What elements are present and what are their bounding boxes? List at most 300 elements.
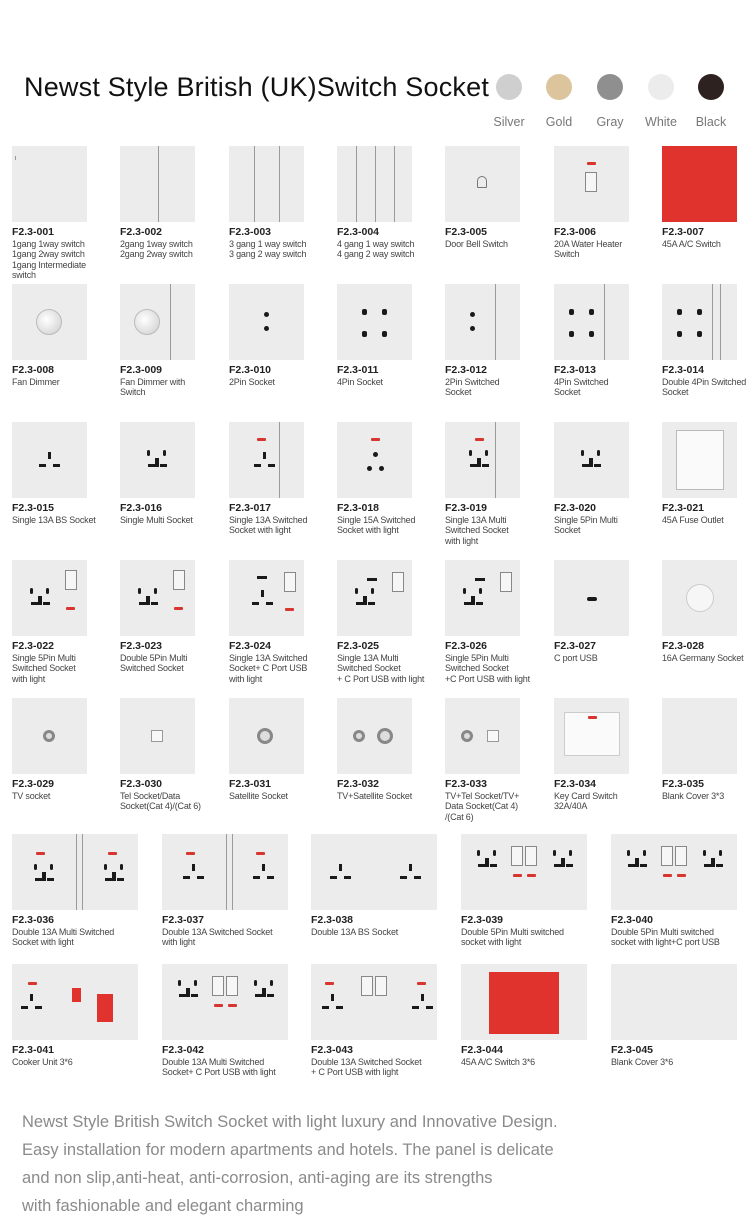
- product-item[interactable]: [337, 698, 445, 801]
- product-item[interactable]: [445, 422, 553, 546]
- rocker-switch: [511, 846, 523, 866]
- pin: [39, 464, 46, 467]
- product-description: 20A Water Heater Switch: [554, 239, 623, 260]
- product-image: [445, 146, 520, 222]
- indicator-light: [228, 1004, 237, 1007]
- pin: [703, 850, 706, 856]
- pin: [42, 872, 46, 881]
- product-image: [662, 698, 737, 774]
- product-description: Key Card Switch 32A/40A: [554, 791, 618, 812]
- product-code: F2.3-033: [445, 778, 488, 790]
- pin: [252, 602, 259, 605]
- red-panel: [662, 146, 737, 222]
- pin: [382, 309, 387, 315]
- product-code: F2.3-001: [12, 226, 55, 238]
- indicator-light: [475, 438, 484, 441]
- product-description: Double 5Pin Multi Switched Socket: [120, 653, 188, 674]
- product-code: F2.3-023: [120, 640, 163, 652]
- gang-divider: [712, 284, 713, 360]
- pin: [53, 464, 60, 467]
- product-image: [445, 284, 520, 360]
- indicator-light: [108, 852, 117, 855]
- pin: [493, 850, 496, 856]
- product-code: F2.3-006: [554, 226, 597, 238]
- pin: [264, 326, 269, 331]
- pin: [191, 994, 198, 997]
- pin: [478, 864, 485, 867]
- pin: [261, 590, 264, 597]
- pin: [589, 458, 593, 467]
- pin: [104, 864, 107, 870]
- product-code: F2.3-011: [337, 364, 379, 376]
- product-item[interactable]: [12, 698, 120, 801]
- color-swatch-gray[interactable]: [597, 74, 623, 100]
- product-item[interactable]: [554, 698, 662, 812]
- pin: [471, 596, 475, 605]
- product-item[interactable]: [554, 146, 662, 260]
- pin: [255, 994, 262, 997]
- product-description: 4 gang 1 way switch 4 gang 2 way switch: [337, 239, 415, 260]
- product-description: Single 13A Multi Switched Socket + C Port USB with light: [337, 653, 425, 684]
- product-item[interactable]: [229, 146, 337, 260]
- product-code: F2.3-039: [461, 914, 504, 926]
- product-image: [229, 560, 304, 636]
- product-item[interactable]: [461, 834, 611, 948]
- product-description: 45A A/C Switch 3*6: [461, 1057, 535, 1067]
- rocker-switch: [525, 846, 537, 866]
- product-image: [337, 422, 412, 498]
- usb-port: [587, 597, 597, 601]
- product-item[interactable]: [120, 422, 228, 525]
- product-item[interactable]: [311, 964, 461, 1078]
- product-item[interactable]: [445, 146, 553, 249]
- pin: [589, 331, 594, 337]
- product-item[interactable]: [662, 422, 750, 525]
- pin: [336, 1006, 343, 1009]
- indicator-light: [256, 852, 265, 855]
- pin: [268, 464, 275, 467]
- pin: [155, 458, 159, 467]
- pin: [582, 464, 589, 467]
- product-image: [120, 698, 195, 774]
- product-code: F2.3-037: [162, 914, 205, 926]
- product-code: F2.3-026: [445, 640, 488, 652]
- product-image: [554, 284, 629, 360]
- product-description: Single 13A Switched Socket with light: [229, 515, 308, 536]
- product-item[interactable]: [229, 422, 337, 536]
- product-item[interactable]: [662, 284, 750, 398]
- pin: [146, 596, 150, 605]
- pin: [46, 588, 49, 594]
- pin: [160, 464, 167, 467]
- color-swatch-white[interactable]: [648, 74, 674, 100]
- pin: [464, 602, 471, 605]
- product-image: [12, 422, 87, 498]
- product-image: [120, 422, 195, 498]
- data-port: [151, 730, 163, 742]
- product-image: [554, 422, 629, 498]
- usb-port: [367, 578, 377, 581]
- led: [15, 156, 16, 160]
- product-item[interactable]: [12, 560, 120, 684]
- product-description: 3 gang 1 way switch 3 gang 2 way switch: [229, 239, 307, 260]
- indicator-light: [28, 982, 37, 985]
- usb-port: [475, 578, 485, 581]
- pin: [356, 602, 363, 605]
- gang-divider: [254, 146, 255, 222]
- description-text: Newst Style British Switch Socket with light luxury and Innovative Design. Easy installation for modern apartments and hotels. The panel is delicate and non slip,anti-heat, anti-corrosion, anti-aging are its strengths with fashionable and elegant charming: [22, 1113, 558, 1215]
- color-label: Black: [695, 115, 727, 129]
- product-item[interactable]: [554, 560, 662, 663]
- pin: [194, 980, 197, 986]
- pin: [581, 450, 584, 456]
- product-image: [12, 698, 87, 774]
- pin: [400, 876, 407, 879]
- product-code: F2.3-005: [445, 226, 488, 238]
- product-item[interactable]: [445, 698, 553, 822]
- pin: [35, 1006, 42, 1009]
- pin: [561, 858, 565, 867]
- pin: [470, 326, 475, 331]
- product-code: F2.3-034: [554, 778, 597, 790]
- pin: [716, 864, 723, 867]
- pin: [463, 588, 466, 594]
- product-code: F2.3-002: [120, 226, 163, 238]
- product-item[interactable]: [12, 146, 120, 281]
- pin: [594, 464, 601, 467]
- pin: [38, 596, 42, 605]
- product-item[interactable]: [12, 964, 162, 1067]
- pin: [30, 588, 33, 594]
- product-item[interactable]: [554, 422, 662, 536]
- product-item[interactable]: [12, 422, 120, 525]
- pin: [339, 864, 342, 871]
- product-image: [311, 964, 437, 1040]
- product-description: Blank Cover 3*6: [611, 1057, 674, 1067]
- product-code: F2.3-043: [311, 1044, 354, 1056]
- product-image: [337, 698, 412, 774]
- product-description: 45A Fuse Outlet: [662, 515, 724, 525]
- product-code: F2.3-022: [12, 640, 55, 652]
- product-code: F2.3-044: [461, 1044, 504, 1056]
- gang-divider: [170, 284, 171, 360]
- product-item[interactable]: [337, 422, 445, 536]
- pin: [330, 876, 337, 879]
- product-description: C port USB: [554, 653, 598, 663]
- product-image: [554, 146, 629, 222]
- product-item[interactable]: [662, 560, 750, 663]
- indicator-light: [513, 874, 522, 877]
- product-item[interactable]: [662, 698, 750, 801]
- product-description: Blank Cover 3*3: [662, 791, 725, 801]
- gang-divider: [604, 284, 605, 360]
- product-item[interactable]: [337, 284, 445, 387]
- indicator-light: [285, 608, 294, 611]
- pin: [490, 864, 497, 867]
- rocker-switch: [212, 976, 224, 996]
- rocker-switch: [226, 976, 238, 996]
- product-code: F2.3-045: [611, 1044, 654, 1056]
- product-image: [662, 146, 737, 222]
- product-item[interactable]: [162, 834, 312, 948]
- pin: [477, 458, 481, 467]
- product-image: [337, 146, 412, 222]
- pin: [147, 450, 150, 456]
- product-item[interactable]: [120, 560, 228, 674]
- product-item[interactable]: [445, 560, 553, 684]
- product-description: Single 13A BS Socket: [12, 515, 96, 525]
- pin: [35, 878, 42, 881]
- product-code: F2.3-027: [554, 640, 597, 652]
- product-image: [120, 146, 195, 222]
- product-image: [311, 834, 437, 910]
- pin: [628, 864, 635, 867]
- pin: [640, 864, 647, 867]
- product-item[interactable]: [162, 964, 312, 1078]
- product-code: F2.3-030: [120, 778, 163, 790]
- product-image: [229, 698, 304, 774]
- pin: [485, 858, 489, 867]
- product-item[interactable]: [611, 964, 750, 1067]
- product-description: Double 13A Switched Socket + C Port USB with light: [311, 1057, 422, 1078]
- indicator-light: [663, 874, 672, 877]
- product-item[interactable]: [611, 834, 750, 948]
- pin: [266, 602, 273, 605]
- dimmer-knob: [134, 309, 160, 335]
- pin: [371, 588, 374, 594]
- pin: [197, 876, 204, 879]
- product-code: F2.3-009: [120, 364, 163, 376]
- product-code: F2.3-004: [337, 226, 380, 238]
- gang-divider: [279, 422, 280, 498]
- pin: [43, 602, 50, 605]
- color-label: White: [645, 115, 677, 129]
- product-image: [461, 964, 587, 1040]
- pin: [192, 864, 195, 871]
- product-description: 2Pin Switched Socket: [445, 377, 500, 398]
- rocker-switch: [675, 846, 687, 866]
- pin: [31, 602, 38, 605]
- indicator-light: [257, 438, 266, 441]
- product-image: [12, 146, 87, 222]
- color-swatch-gold[interactable]: [546, 74, 572, 100]
- product-code: F2.3-028: [662, 640, 705, 652]
- product-item[interactable]: [120, 284, 228, 398]
- product-description: Double 13A Multi Switched Socket with light: [12, 927, 115, 948]
- satellite-port: [377, 728, 393, 744]
- rocker-switch: [500, 572, 512, 592]
- data-port: [487, 730, 499, 742]
- product-item[interactable]: [337, 146, 445, 260]
- product-code: F2.3-029: [12, 778, 55, 790]
- pin: [179, 994, 186, 997]
- product-code: F2.3-025: [337, 640, 380, 652]
- pin: [253, 876, 260, 879]
- pin: [138, 588, 141, 594]
- pin: [367, 466, 372, 471]
- pin: [382, 331, 387, 337]
- satellite-port: [257, 728, 273, 744]
- product-description: 1gang 1way switch 1gang 2way switch 1gang Intermediate switch: [12, 239, 86, 281]
- pin: [373, 452, 378, 457]
- product-image: [461, 834, 587, 910]
- pin: [711, 858, 715, 867]
- rocker-switch: [65, 570, 77, 590]
- pin: [34, 864, 37, 870]
- usb-port: [257, 576, 267, 579]
- pin: [331, 994, 334, 1001]
- product-item[interactable]: [229, 560, 337, 684]
- product-description: Double 13A Switched Socket with light: [162, 927, 273, 948]
- product-code: F2.3-007: [662, 226, 705, 238]
- bell-icon: [477, 176, 487, 188]
- dimmer-knob: [36, 309, 62, 335]
- pin: [50, 864, 53, 870]
- pin: [485, 450, 488, 456]
- pin: [627, 850, 630, 856]
- product-image: [445, 560, 520, 636]
- pin: [48, 452, 51, 459]
- gang-divider: [375, 146, 376, 222]
- product-image: [611, 834, 737, 910]
- product-code: F2.3-008: [12, 364, 55, 376]
- product-item[interactable]: [120, 698, 228, 812]
- product-description: Door Bell Switch: [445, 239, 508, 249]
- pin: [254, 980, 257, 986]
- pin: [254, 464, 261, 467]
- pin: [186, 988, 190, 997]
- product-image: [337, 560, 412, 636]
- pin: [362, 309, 367, 315]
- product-item[interactable]: [229, 698, 337, 801]
- pin: [267, 994, 274, 997]
- pin: [476, 602, 483, 605]
- gang-divider: [720, 284, 721, 360]
- pin: [139, 602, 146, 605]
- product-item[interactable]: [12, 834, 162, 948]
- pin: [120, 864, 123, 870]
- product-code: F2.3-036: [12, 914, 55, 926]
- pin: [635, 858, 639, 867]
- product-image: [229, 146, 304, 222]
- pin: [597, 450, 600, 456]
- product-item[interactable]: [554, 284, 662, 398]
- pin: [322, 1006, 329, 1009]
- pin: [569, 331, 574, 337]
- product-code: F2.3-015: [12, 502, 55, 514]
- pin: [479, 588, 482, 594]
- product-item[interactable]: [445, 284, 553, 398]
- color-swatch-black[interactable]: [698, 74, 724, 100]
- product-description: Double 5Pin Multi switched socket with light: [461, 927, 564, 948]
- product-description: Fan Dimmer: [12, 377, 60, 387]
- pin: [163, 450, 166, 456]
- product-item[interactable]: [662, 146, 750, 249]
- product-code: F2.3-017: [229, 502, 272, 514]
- pin: [677, 309, 682, 315]
- pin: [409, 864, 412, 871]
- gang-divider: [226, 834, 227, 910]
- product-description: TV socket: [12, 791, 51, 801]
- product-code: F2.3-038: [311, 914, 354, 926]
- rocker-switch: [585, 172, 597, 192]
- pin: [270, 980, 273, 986]
- product-code: F2.3-032: [337, 778, 380, 790]
- pin: [262, 864, 265, 871]
- pin: [677, 331, 682, 337]
- pin: [554, 864, 561, 867]
- indicator-light: [677, 874, 686, 877]
- product-image: [12, 284, 87, 360]
- pin: [368, 602, 375, 605]
- pin: [112, 872, 116, 881]
- product-description: Single Multi Socket: [120, 515, 193, 525]
- indicator-light: [527, 874, 536, 877]
- product-item[interactable]: [461, 964, 611, 1067]
- pin: [363, 596, 367, 605]
- product-image: [162, 834, 288, 910]
- rocker-switch: [375, 976, 387, 996]
- gang-divider: [158, 146, 159, 222]
- product-description: Tel Socket/Data Socket(Cat 4)/(Cat 6): [120, 791, 201, 812]
- product-description: 16A Germany Socket: [662, 653, 744, 663]
- product-image: [12, 834, 138, 910]
- pin: [569, 850, 572, 856]
- gang-divider: [495, 422, 496, 498]
- product-description: TV+Satellite Socket: [337, 791, 412, 801]
- pin: [21, 1006, 28, 1009]
- product-image: [554, 698, 629, 774]
- indicator-light: [186, 852, 195, 855]
- product-code: F2.3-042: [162, 1044, 205, 1056]
- product-code: F2.3-018: [337, 502, 380, 514]
- pin: [470, 464, 477, 467]
- product-code: F2.3-012: [445, 364, 488, 376]
- pin: [414, 876, 421, 879]
- indicator-light: [417, 982, 426, 985]
- red-panel: [489, 972, 559, 1034]
- indicator-light: [174, 607, 183, 610]
- product-item[interactable]: [311, 834, 461, 937]
- color-swatch-silver[interactable]: [496, 74, 522, 100]
- product-description: TV+Tel Socket/TV+ Data Socket(Cat 4) /(Cat 6): [445, 791, 520, 822]
- schuko-socket: [686, 584, 714, 612]
- product-item[interactable]: [337, 560, 445, 684]
- pin: [426, 1006, 433, 1009]
- pin: [148, 464, 155, 467]
- product-image: [554, 560, 629, 636]
- pin: [263, 452, 266, 459]
- red-switch: [97, 994, 113, 1022]
- rocker-switch: [392, 572, 404, 592]
- color-label: Gray: [596, 115, 624, 129]
- product-description: 2Pin Socket: [229, 377, 275, 387]
- pin: [154, 588, 157, 594]
- indicator-light: [325, 982, 334, 985]
- product-item[interactable]: [120, 146, 228, 260]
- product-description: Single 5Pin Multi Socket: [554, 515, 618, 536]
- product-item[interactable]: [229, 284, 337, 387]
- fuse-cover: [676, 430, 724, 490]
- pin: [719, 850, 722, 856]
- red-switch: [72, 988, 81, 1002]
- pin: [362, 331, 367, 337]
- product-item[interactable]: [12, 284, 120, 387]
- pin: [151, 602, 158, 605]
- product-description: Fan Dimmer with Switch: [120, 377, 186, 398]
- indicator-light: [371, 438, 380, 441]
- product-image: [662, 560, 737, 636]
